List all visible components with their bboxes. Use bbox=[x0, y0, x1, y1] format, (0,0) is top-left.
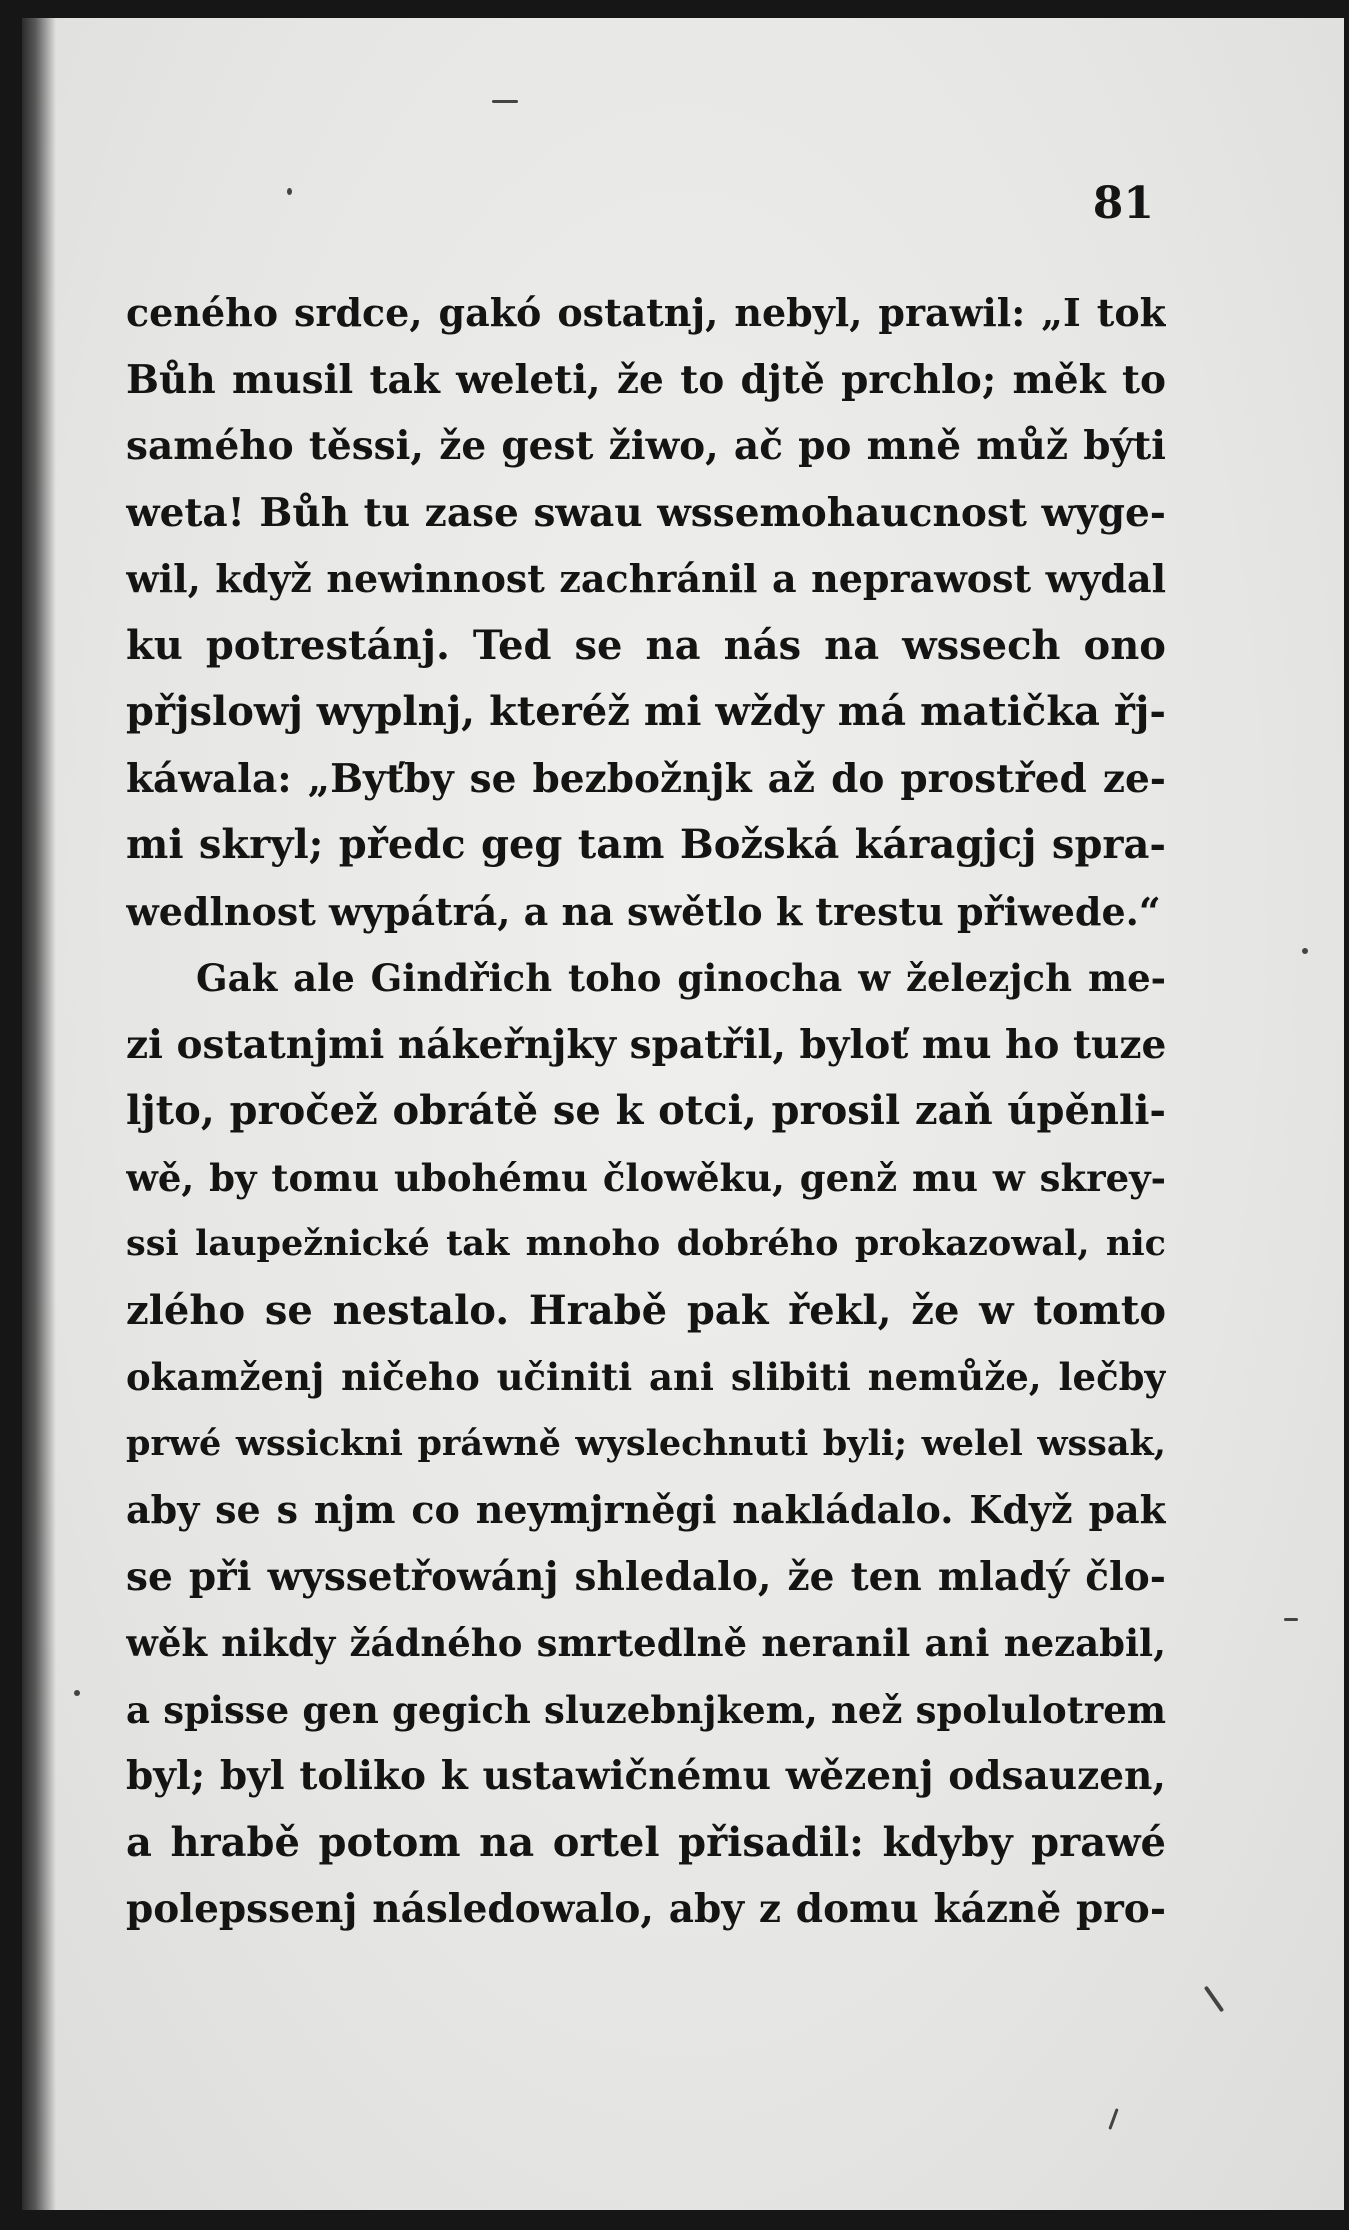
text-line: ceného srdce, gakó ostatnj, nebyl, prawil: „I tok bbox=[126, 290, 1166, 335]
paper-speck bbox=[287, 188, 292, 195]
paper-speck bbox=[1284, 1618, 1298, 1621]
text-line: ku potrestánj. Ted se na nás na wssech ono bbox=[126, 621, 1166, 669]
book-page bbox=[22, 18, 1344, 2210]
text-line: samého těssi, že gest žiwo, ač po mně můž býti bbox=[126, 423, 1166, 469]
text-line: wě, by tomu ubohému člowěku, genž mu w skrey- bbox=[126, 1155, 1166, 1200]
text-line: ljto, pročež obrátě se k otci, prosil zaň úpěnli- bbox=[126, 1087, 1166, 1134]
paper-speck bbox=[74, 1690, 80, 1696]
paper-speck bbox=[1302, 948, 1308, 954]
text-line: a spisse gen gegich sluzebnjkem, než spolulotrem bbox=[126, 1687, 1166, 1732]
binding-shadow bbox=[22, 18, 56, 2210]
paper-speck bbox=[1204, 1986, 1224, 2013]
text-line: wedlnost wypátrá, a na swětlo k trestu přiwede.“ bbox=[126, 888, 1161, 934]
body-text bbox=[126, 280, 1166, 1943]
text-line: polepssenj následowalo, aby z domu kázně pro- bbox=[126, 1886, 1166, 1932]
text-line: káwala: „Byťby se bezbožnjk až do prostřed ze- bbox=[126, 755, 1166, 802]
text-line: zi ostatnjmi nákeřnjky spatřil, byloť mu ho tuze bbox=[126, 1021, 1166, 1068]
text-line: aby se s njm co neymjrněgi nakládalo. Když pak bbox=[126, 1487, 1166, 1532]
text-line: okamženj ničeho učiniti ani slibiti nemůže, lečby bbox=[126, 1355, 1166, 1399]
text-line: Gak ale Gindřich toho ginocha w železjch me- bbox=[196, 956, 1166, 1000]
text-line: Bůh musil tak weleti, že to djtě prchlo; měk to bbox=[126, 356, 1166, 403]
text-line: se při wyssetřowánj shledalo, že ten mladý člo- bbox=[126, 1553, 1166, 1600]
paper-speck bbox=[1108, 2108, 1118, 2130]
page-number: 81 bbox=[1092, 178, 1154, 229]
text-line: mi skryl; předc geg tam Božská káragjcj spra- bbox=[126, 821, 1166, 868]
text-line: a hrabě potom na ortel přisadil: kdyby prawé bbox=[126, 1818, 1166, 1866]
text-line: byl; byl toliko k ustawičnému wězenj odsauzen, bbox=[126, 1753, 1166, 1799]
text-line: weta! Bůh tu zase swau wssemohaucnost wyge- bbox=[126, 489, 1166, 536]
text-line: zlého se nestalo. Hrabě pak řekl, že w tomto bbox=[126, 1286, 1166, 1334]
text-line: wěk nikdy žádného smrtedlně neranil ani nezabil, bbox=[126, 1621, 1166, 1665]
text-line: ssi laupežnické tak mnoho dobrého prokazowal, nic bbox=[126, 1223, 1166, 1264]
text-line: prwé wssickni práwně wyslechnuti byli; welel wssak, bbox=[126, 1422, 1166, 1464]
paper-speck bbox=[492, 100, 518, 103]
text-line: wil, když newinnost zachránil a neprawost wydal bbox=[126, 556, 1166, 601]
text-line: přjslowj wyplnj, kteréž mi wždy má matička řj- bbox=[126, 688, 1166, 735]
